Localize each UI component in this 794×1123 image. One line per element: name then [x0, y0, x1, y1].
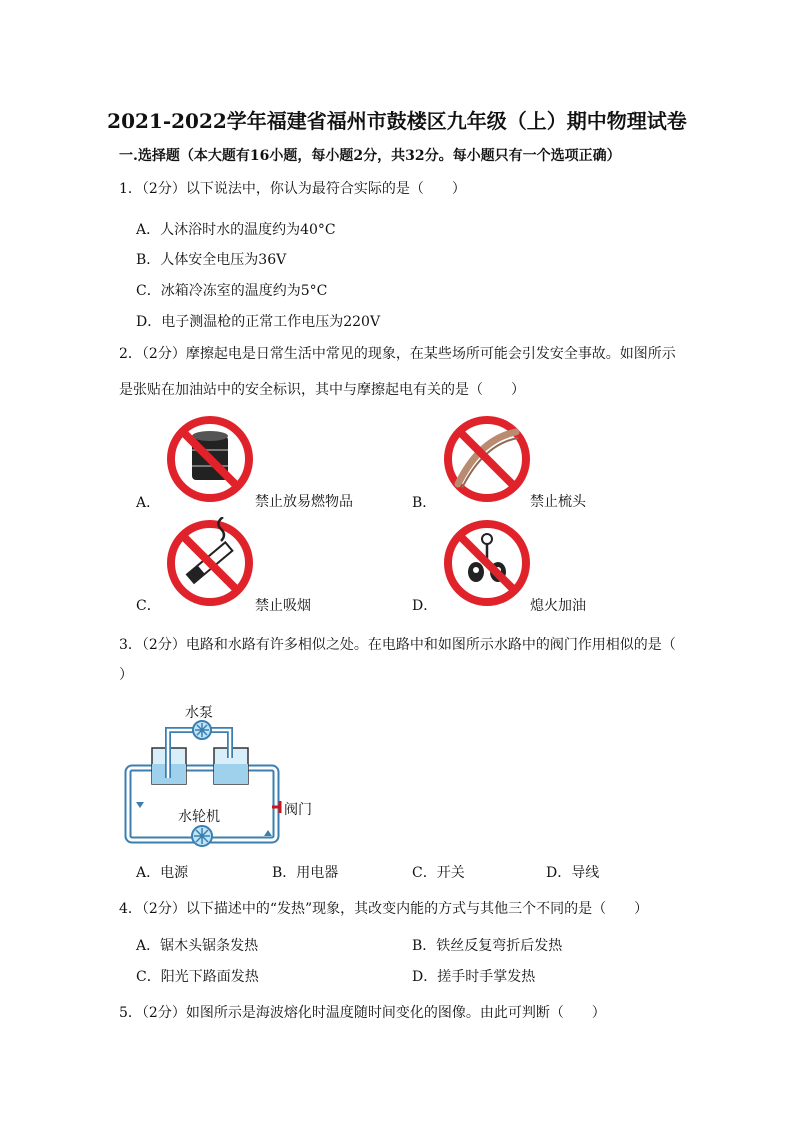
turbine-label: 水轮机	[178, 809, 220, 825]
q1-option-c: C．冰箱冷冻室的温度约为5°C	[136, 283, 328, 299]
q4-option-b: B．铁丝反复弯折后发热	[412, 938, 563, 954]
question-4-stem: 4．（2分）以下描述中的“发热”现象，其改变内能的方式与其他三个不同的是（ ）	[119, 901, 649, 917]
question-2-stem-line2: 是张贴在加油站中的安全标识，其中与摩擦起电有关的是（ ）	[119, 382, 525, 398]
q3-option-a: A．电源	[136, 865, 189, 881]
question-5-stem: 5．（2分）如图所示是海波熔化时温度随时间变化的图像。由此可判断（ ）	[119, 1005, 606, 1021]
q2-option-b-caption: 禁止梳头	[530, 494, 586, 510]
q2-option-a-letter: A．	[136, 495, 161, 511]
q1-option-a: A．人沐浴时水的温度约为40°C	[136, 222, 336, 238]
q4-option-c: C．阳光下路面发热	[136, 969, 259, 985]
car-key-icon	[440, 517, 534, 609]
section-heading: 一.选择题（本大题有16小题，每小题2分，共32分。每小题只有一个选项正确）	[119, 148, 621, 164]
q2-option-b-letter: B．	[412, 495, 437, 511]
q1-option-d: D．电子测温枪的正常工作电压为220V	[136, 314, 381, 330]
question-1-stem: 1．（2分）以下说法中，你认为最符合实际的是（ ）	[119, 181, 466, 197]
q3-option-d: D．导线	[546, 865, 600, 881]
q3-option-b: B．用电器	[272, 865, 339, 881]
q2-option-c-letter: C．	[136, 598, 161, 614]
comb-icon	[440, 414, 534, 504]
valve-label: 阀门	[284, 802, 312, 818]
q4-option-d: D．搓手时手掌发热	[412, 969, 536, 985]
q2-option-c-caption: 禁止吸烟	[255, 598, 311, 614]
q2-option-d-letter: D．	[412, 598, 438, 614]
q2-option-d-caption: 熄火加油	[530, 598, 586, 614]
water-circuit-diagram	[122, 718, 282, 850]
question-3-stem-line2: ）	[119, 667, 133, 683]
q1-option-b: B．人体安全电压为36V	[136, 252, 287, 268]
page-title: 2021-2022学年福建省福州市鼓楼区九年级（上）期中物理试卷	[107, 109, 687, 133]
pump-label: 水泵	[185, 705, 213, 721]
q2-option-a-caption: 禁止放易燃物品	[255, 494, 353, 510]
q4-option-a: A．锯木头锯条发热	[136, 938, 259, 954]
cigarette-icon	[163, 517, 257, 609]
barrel-icon	[163, 414, 257, 504]
q3-option-c: C．开关	[412, 865, 465, 881]
question-2-stem-line1: 2．（2分）摩擦起电是日常生活中常见的现象，在某些场所可能会引发安全事故。如图所示	[119, 346, 676, 362]
question-3-stem-line1: 3．（2分）电路和水路有许多相似之处。在电路中和如图所示水路中的阀门作用相似的是（	[119, 637, 676, 653]
